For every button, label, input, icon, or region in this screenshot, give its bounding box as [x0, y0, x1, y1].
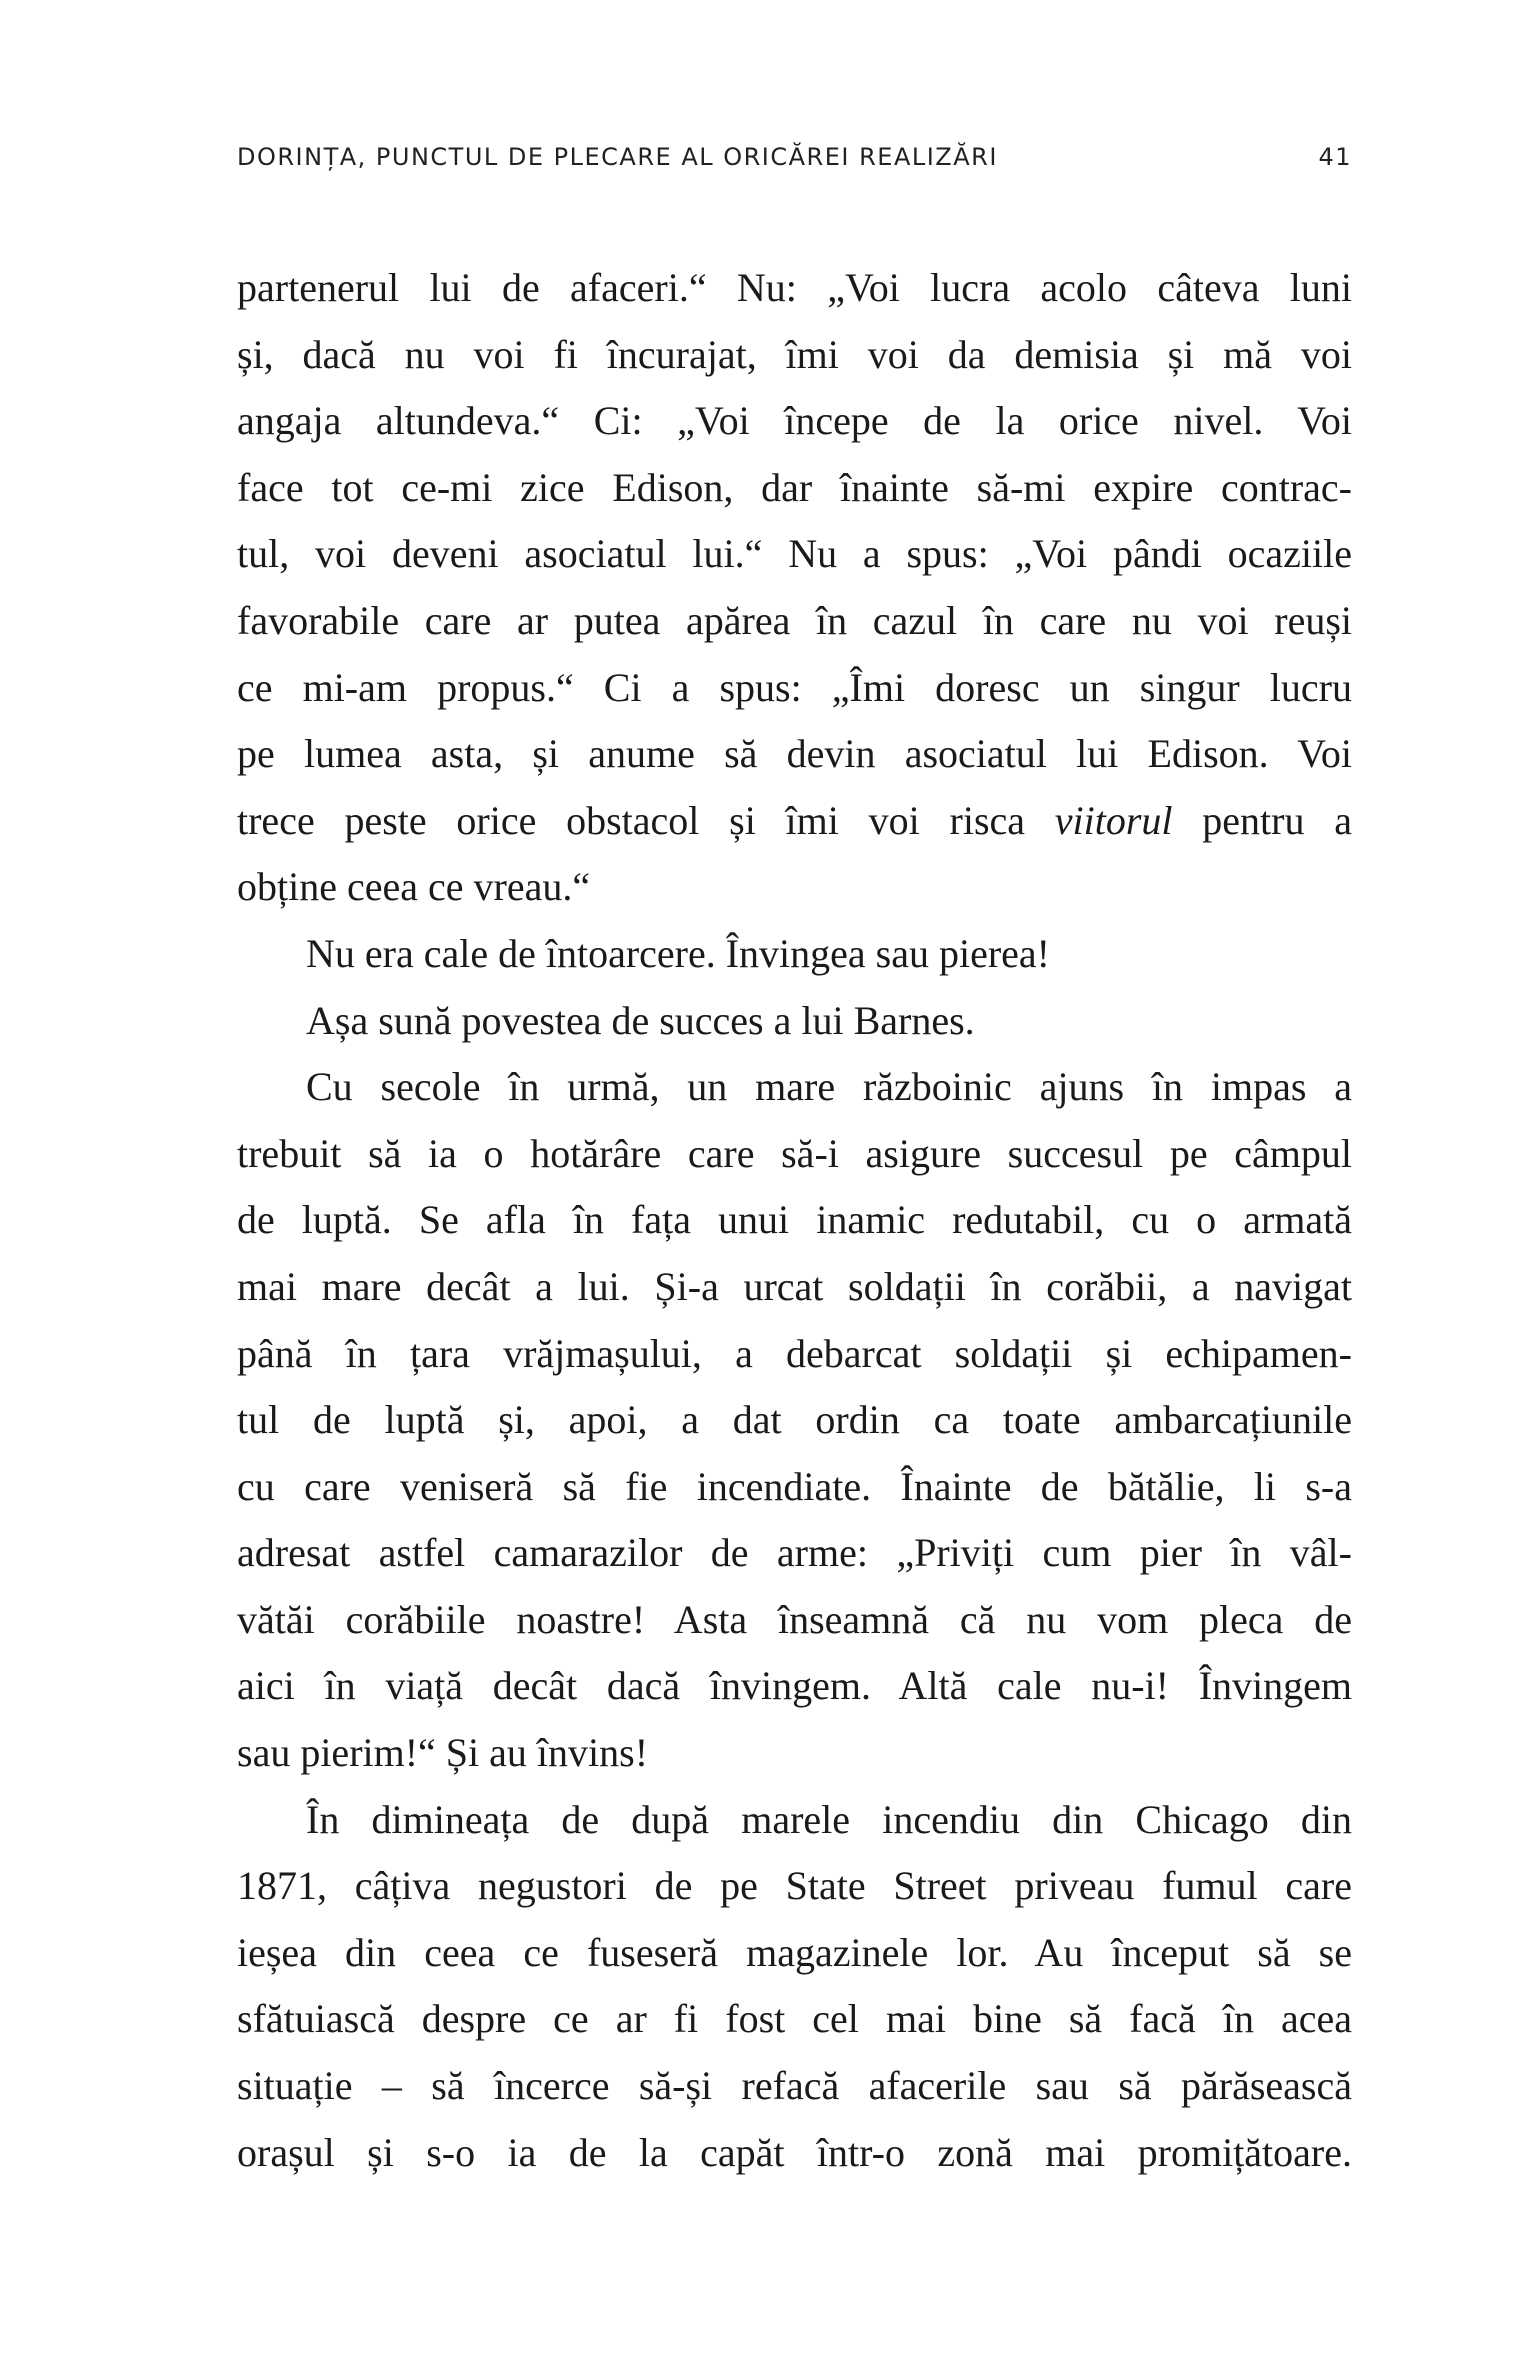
text-line: angaja altundeva.“ Ci: „Voi începe de la orice nivel. Voi	[237, 398, 1352, 444]
text-line: adresat astfel camarazilor de arme: „Priviți cum pier în vâl-	[237, 1530, 1352, 1576]
text-line: aici în viață decât dacă învingem. Altă cale nu-i! Învingem	[237, 1663, 1352, 1709]
paragraph-line: Nu era cale de întoarcere. Învingea sau pierea!	[306, 930, 1051, 976]
text-line: ce mi-am propus.“ Ci a spus: „Îmi doresc un singur lucru	[237, 664, 1352, 710]
text-line: tul de luptă și, apoi, a dat ordin ca toate ambarcațiunile	[237, 1397, 1352, 1443]
text-line: obține ceea ce vreau.“	[237, 864, 591, 910]
paragraph-line: Cu secole în urmă, un mare războinic ajuns în impas a	[306, 1064, 1352, 1110]
text-segment: trece peste orice obstacol și îmi voi risca	[237, 797, 1055, 843]
text-line: face tot ce-mi zice Edison, dar înainte să-mi expire contrac-	[237, 464, 1352, 510]
paragraph-line: Așa sună povestea de succes a lui Barnes.	[306, 997, 975, 1043]
text-line: situație – să încerce să-și refacă afacerile sau să părăsească	[237, 2063, 1352, 2109]
text-line: de luptă. Se afla în fața unui inamic redutabil, cu o armată	[237, 1197, 1352, 1243]
text-segment: pentru a	[1172, 797, 1352, 843]
text-line: cu care veniseră să fie incendiate. Înainte de bătălie, li s-a	[237, 1463, 1352, 1509]
text-line: sfătuiască despre ce ar fi fost cel mai bine să facă în acea	[237, 1996, 1352, 2042]
text-line: până în țara vrăjmașului, a debarcat soldații și echipamen-	[237, 1330, 1352, 1376]
text-line: trebuit să ia o hotărâre care să-i asigure succesul pe câmpul	[237, 1130, 1352, 1176]
text-line: partenerul lui de afaceri.“ Nu: „Voi lucra acolo câteva luni	[237, 265, 1352, 310]
body-text	[237, 255, 1352, 2186]
text-line: tul, voi deveni asociatul lui.“ Nu a spus: „Voi pândi ocaziile	[237, 531, 1352, 577]
text-line: vătăi corăbiile noastre! Asta înseamnă că nu vom pleca de	[237, 1596, 1352, 1642]
text-line: și, dacă nu voi fi încurajat, îmi voi da demisia și mă voi	[237, 331, 1352, 377]
text-line: ieșea din ceea ce fuseseră magazinele lor. Au început să se	[237, 1929, 1352, 1975]
text-line: sau pierim!“ Și au învins!	[237, 1730, 649, 1776]
page-number: 41	[1318, 143, 1352, 171]
text-line: 1871, câțiva negustori de pe State Street priveau fumul care	[237, 1863, 1352, 1909]
text-line	[237, 788, 1352, 855]
text-line: orașul și s-o ia de la capăt într-o zonă mai promițătoare.	[237, 2129, 1352, 2175]
paragraph-line: În dimineața de după marele incendiu din Chicago din	[306, 1796, 1352, 1842]
chapter-title: DORINȚA, PUNCTUL DE PLECARE AL ORICĂREI REALIZĂRI	[237, 143, 998, 171]
italic-word: viitorul	[1054, 797, 1173, 843]
text-line: favorabile care ar putea apărea în cazul în care nu voi reuși	[237, 597, 1352, 643]
text-line: pe lumea asta, și anume să devin asociatul lui Edison. Voi	[237, 731, 1352, 777]
running-header	[237, 143, 1352, 171]
text-line: mai mare decât a lui. Și-a urcat soldații în corăbii, a navigat	[237, 1263, 1352, 1309]
